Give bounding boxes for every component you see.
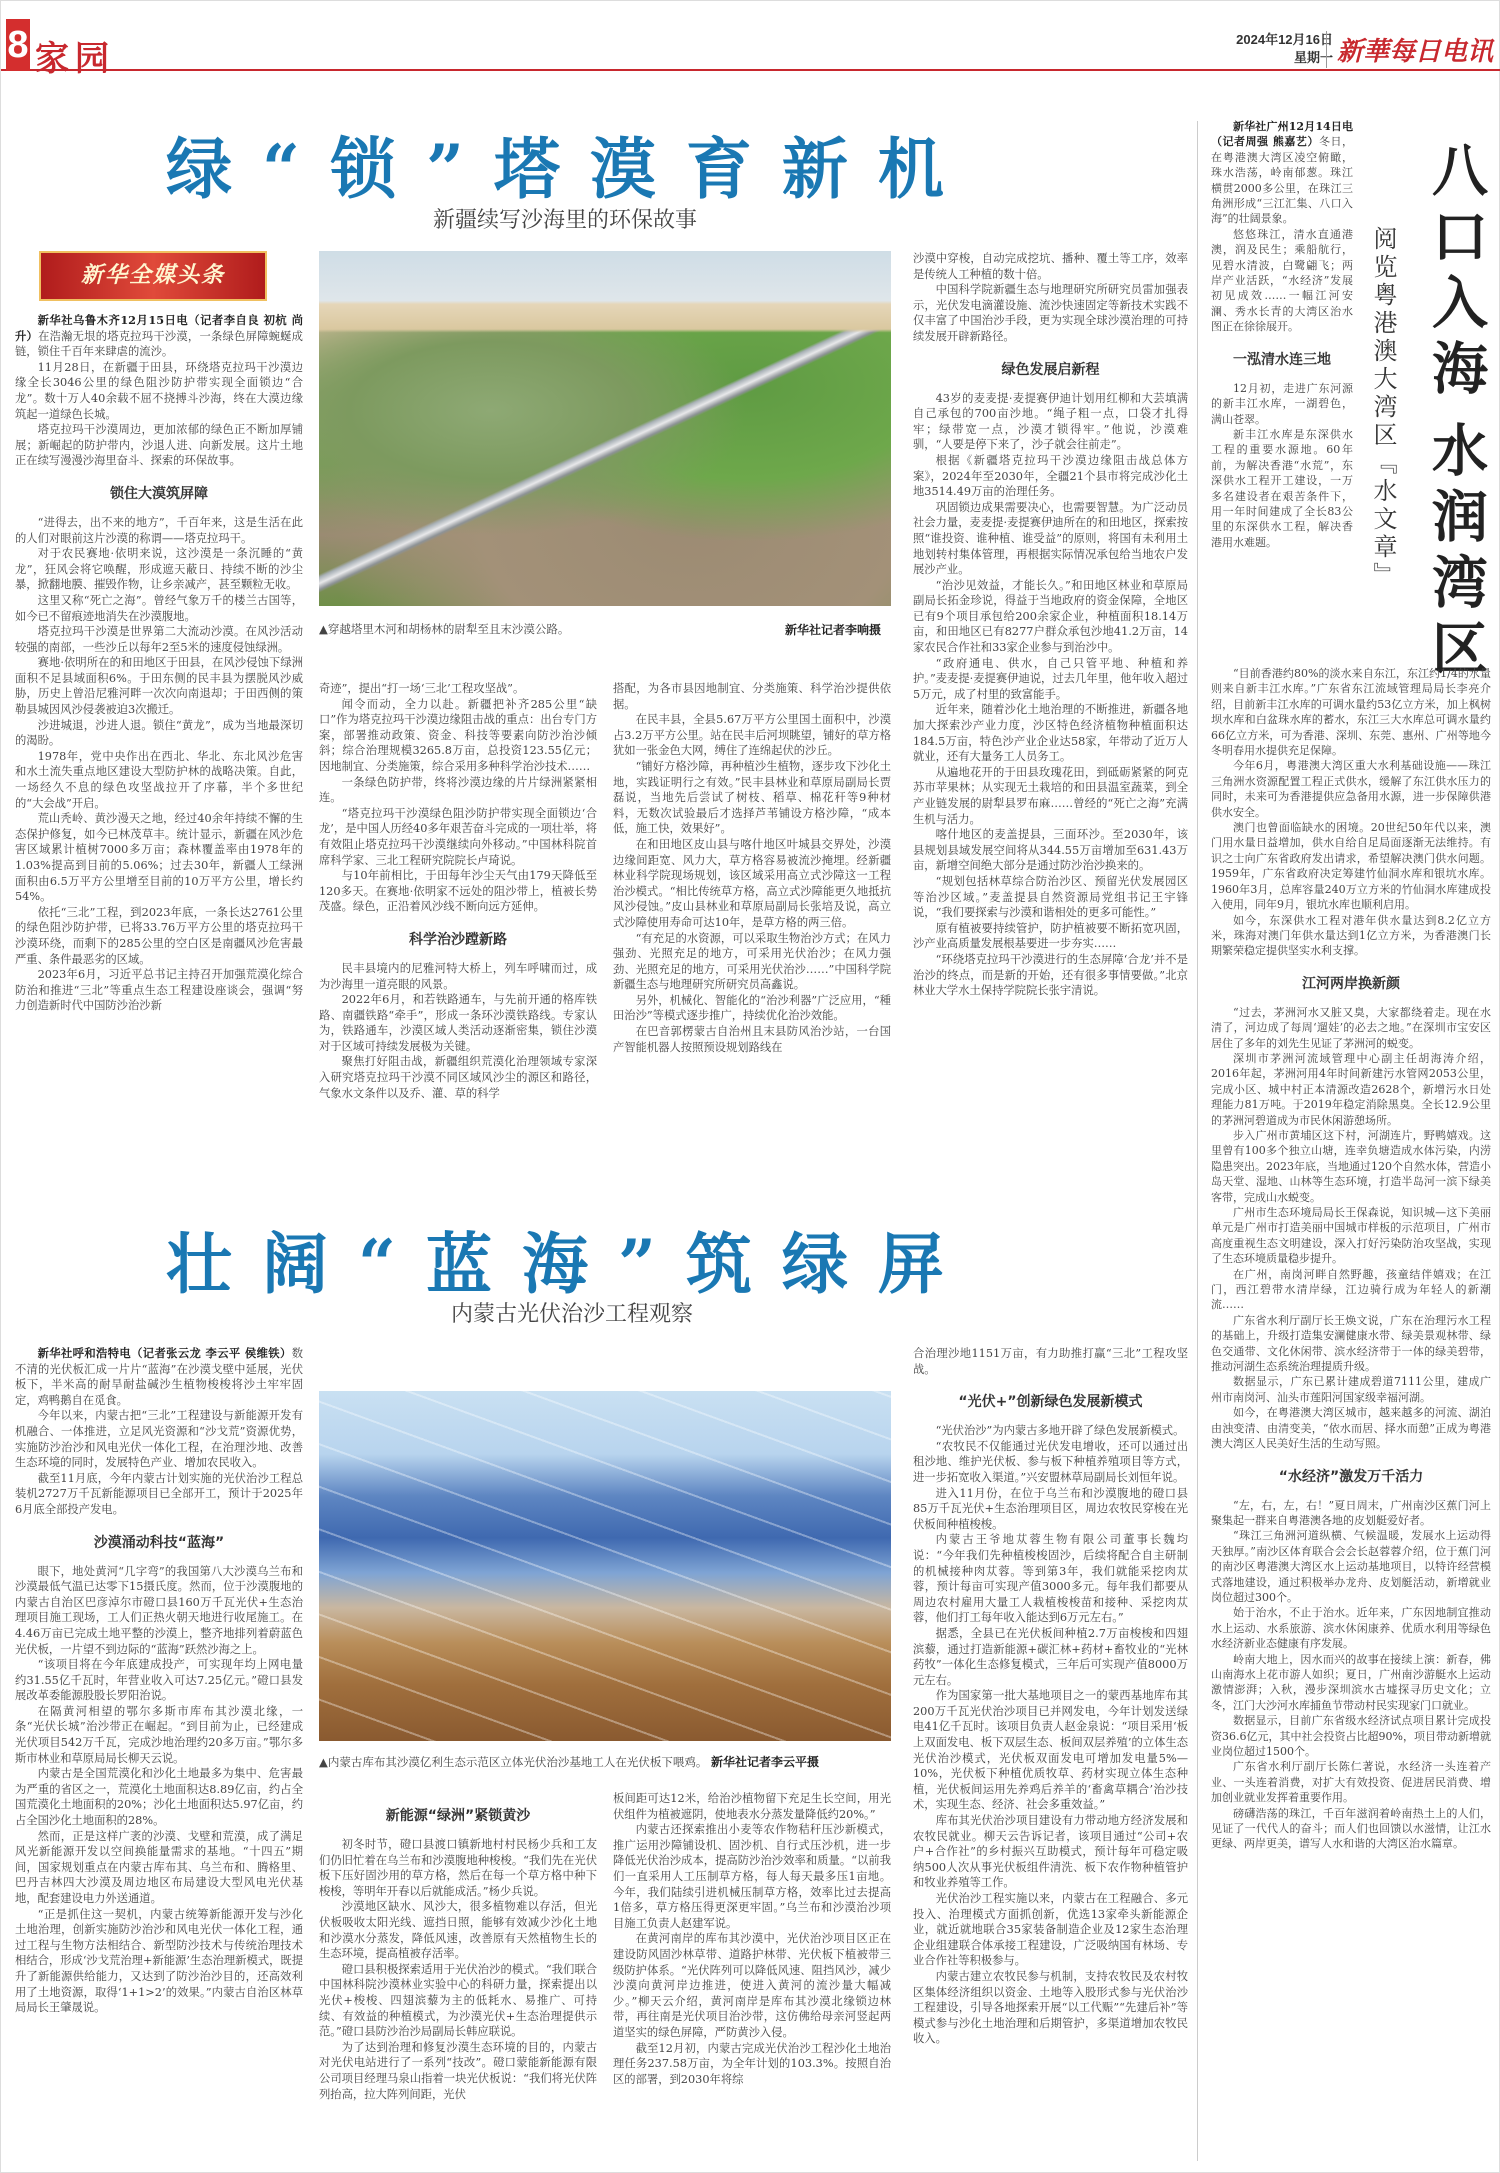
section-heading: “光伏+”创新绿色发展新模式 <box>958 1394 1143 1411</box>
photo-caption: ▲穿越塔里木河和胡杨林的尉犁至且末沙漠公路。 新华社记者李响摄 <box>319 622 881 637</box>
photo-credit: 新华社记者李云平摄 <box>711 1755 820 1769</box>
story1-column-3: 搭配，为各市县因地制宜、分类施策、科学治沙提供依据。 在民丰县，全县5.67万平方公里国土面积中，沙漠占3.2万平方公里。站在民丰后河坝眺望，铺好的草方格犹如一张金色大网，缚住了连绵起伏的沙丘。 “铺好方格沙障，再种植沙生植物，逐步攻下沙化土地，实践证明行之有效。”民丰县林业和草原局副局长贾磊说，当地先后尝试了树枝、稻草、棉花秆等9种材料，无数次试验最后才选择芦苇铺设方格沙障，“成本低，施工快，效果好”。 在和田地区皮山县与喀什地区叶城县交界处，沙漠边缘间距宽、风力大，草方格容易被流沙掩埋。经新疆林业科学院现场规划，该区域采用高立式沙障这一工程治沙模式。“相比传统草方格，高立式沙障能更久地抵抗风沙侵蚀。”皮山县林业和草原局副局长张培及说，高立式沙障使用寿命可达10年，是草方格的两三倍。 “有充足的水资源，可以采取生物治沙方式；在风力强劲、光照充足的地方，可采用光伏治沙；在风力强劲、光照充足的地方，可采用光伏治沙……”中国科学院新疆生态与地理研究所研究员高鑫说。 另外，机械化、智能化的“治沙利器”广泛应用，“種田治沙”等模式逐步推广，持续优化治沙效能。 在巴音郭楞蒙古自治州且末县防风治沙站，一台国产智能机器人按照预设规划路线在 <box>613 682 891 1054</box>
date: 2024年12月16日 <box>1236 32 1333 47</box>
story3-title-line2: 水润湾区 <box>1423 421 1489 685</box>
story1-column-4: 沙漠中穿梭，自动完成挖坑、播种、覆土等工序，效率是传统人工种植的数十倍。 中国科学院新疆生态与地理研究所研究员雷加强表示，光伏发电滴灌设施、流沙快速固定等新技术实践不仅丰富了中国治沙手段，更为实现全球沙漠治理的可持续发展开辟新路径。 绿色发展启新程 43岁的麦麦提·麦提赛伊迪计划用红柳和大芸填满自己承包的700亩沙地。“绳子粗一点，口袋才扎得牢；绿带宽一点，沙漠才锁得牢。”他说，沙漠难驯，“人要是停下来了，沙子就会往前走”。 根据《新疆塔克拉玛干沙漠边缘阻击战总体方案》，2024年至2030年，全疆21个县市将完成沙化土地3514.49万亩的治理任务。 巩固锁边成果需要决心，也需要智慧。为广泛动员社会力量，麦麦提·麦提赛伊迪所在的和田地区，探索按照“谁投资、谁种植、谁受益”的原则，将国有未利用土地划转村集体管理，再根据实际情况承包给当地农户发展沙产业。 “治沙见效益，才能长久。”和田地区林业和草原局副局长拓金珍说，得益于当地政府的资金保障，全地区已有9个项目承包给200余家企业，种植面积18.14万亩，和田地区已有8277户群众承包沙地41.2万亩，14家农民合作社和33家企业参与到治沙中。 “政府通电、供水，自己只管平地、种植和养护。”麦麦提·麦提赛伊迪说，过去几年里，他年收入超过5万元，成了村里的致富能手。 近年来，随着沙化土地治理的不断推进，新疆各地加大探索沙产业力度，沙区特色经济植物种植面积达184.5万亩，特色沙产业企业达58家，年带动了近万人就业，还有大量务工人员务工。 从遍地花开的于田县玫瑰花田，到砥砺紧紧的阿克苏市苹果林；从实现无土栽培的和田县温室蔬菜，到全产业链发展的尉犁县罗布麻……曾经的“死亡之海”充满生机与活力。 喀什地区的麦盖提县，三面环沙。至2030年，该县规划县域发展空间将从344.55万亩增加至631.43万亩，新增空间绝大部分是通过防沙治沙换来的。 “规划包括林草综合防治沙区、预留光伏发展园区等治沙区域。”麦盖提县自然资源局党组书记王宇锋说，“我们要探索与沙漠和谐相处的更多可能性。” 原有植被要持续管护，防护植被要不断拓宽巩固，沙产业高质量发展根基要进一步夯实…… “环绕塔克拉玛干沙漠进行的生态屏障‘合龙’并不是治沙的终点，而是新的开始，还有很多事情要做。”北京林业大学水土保持学院院长张宇清说。 <box>913 252 1188 998</box>
story2-column-4: 合治理沙地1151万亩，有力助推打赢“三北”工程攻坚战。 “光伏+”创新绿色发展新模式 “光伏治沙”为内蒙古多地开辟了绿色发展新模式。 “农牧民不仅能通过光伏发电增收，还可以通过出租沙地、维护光伏板、参与板下种植养殖项目等方式，进一步拓宽收入渠道。”兴安盟林草局副局长刘恒年说。 进入11月份，在位于乌兰布和沙漠腹地的磴口县85万千瓦光伏+生态治理项目区，周边农牧民穿梭在光伏板间种植梭梭。 内蒙古王爷地苁蓉生物有限公司董事长魏均说：“今年我们先种植梭梭固沙，后续将配合自主研制的机械接种肉苁蓉。等到第3年，我们就能采挖肉苁蓉，预计每亩可实现产值3000多元。每年我们都要从周边农村雇用大量工人栽植梭梭苗和接种、采挖肉苁蓉，他们打工每年收入能达到6万元左右。” 据悉，全县已在光伏板间种植2.7万亩梭梭和四翅滨藜，通过打造新能源+碳汇林+药材+畜牧业的“光林药牧”一体化生态修复模式，三年后可实现产值8000万元左右。 作为国家第一批大基地项目之一的蒙西基地库布其200万千瓦光伏治沙项目已并网发电，今年计划发送绿电41亿千瓦时。该项目负责人赵金泉说：“项目采用‘板上双面发电、板下双层生态、板间双层养殖’的立体生态光伏治沙模式，光伏板双面发电可增加发电量5%—10%，光伏板下种植优质牧草、药材实现立体生态种植，光伏板间运用先养鸡后养羊的‘畜禽草耦合’治沙技术，实现生态、经济、社会多重效益。” 库布其光伏治沙项目建设有力带动地方经济发展和农牧民就业。柳天云告诉记者，该项目通过“公司+农户+合作社”的乡村振兴互助模式，预计每年可稳定吸纳500人次从事光伏板组件清洗、板下农作物种植管护和牧业养殖等工作。 光伏治沙工程实施以来，内蒙古在工程融合、多元投入、治理模式方面抓创新，优选13家牵头新能源企业，就近就地联合35家装备制造企业及12家生态治理企业组建联合体承接工程建设，广泛吸纳国有林场、专业合作社等积极参与。 内蒙古建立农牧民参与机制，支持农牧民及农村牧区集体经济组织以资金、土地等入股形式参与光伏治沙工程建设，引导各地探索开展“以工代赈”“先建后补”等模式参与沙化土地治理和后期管护，多渠道增加农牧民收入。 <box>913 1347 1188 2046</box>
story3-subtitle: 阅览粤港澳大湾区『水文章』 <box>1369 226 1397 590</box>
section-heading: 一泓清水连三地 <box>1233 351 1331 368</box>
story1-headline: 绿“锁”塔漠育新机 <box>166 130 974 208</box>
xinhua-headline-banner: 新华全媒头条 <box>39 251 267 301</box>
dateline: 新华社广州12月14日电（记者周强 熊嘉艺） <box>1211 120 1353 149</box>
section-name: 家园 <box>35 39 115 79</box>
story1-subhead: 新疆续写沙海里的环保故事 <box>433 208 698 233</box>
dateline: 新华社呼和浩特电（记者张云龙 李云平 侯维铁） <box>37 1346 292 1360</box>
photo-caption: ▲内蒙古库布其沙漠亿利生态示范区立体光伏治沙基地工人在光伏板下喂鸡。 新华社记者李云平摄 <box>319 1755 820 1769</box>
story3-title-line1: 八口入海 <box>1423 141 1489 405</box>
section-heading: 新能源“绿洲”紧锁黄沙 <box>385 1808 531 1824</box>
story3-intro: 新华社广州12月14日电（记者周强 熊嘉艺）冬日，在粤港澳大湾区凌空俯瞰，珠水浩荡，岭南郁葱。珠江横贯2000多公里，在珠江三角洲形成“三江汇集、八口入海”的壮阔景象。 悠悠珠江，清水直通港澳，润及民生；乘船航行，见碧水清波，白鹭翩飞；两岸产业活跃，“水经济”发展初见成效……一幅江河安澜、秀水长青的大湾区治水图正在徐徐展开。 一泓清水连三地 12月初，走进广东河源的新丰江水库，一湖碧色，满山苍翠。 新丰江水库是东深供水工程的重要水源地。60年前，为解决香港“水荒”，东深供水工程开工建设，一万多名建设者在艰苦条件下，用一年时间建成了全长83公里的东深供水工程，解决香港用水难题。 <box>1211 120 1353 549</box>
story2-column-3: 板间距可达12米，给治沙植物留下充足生长空间，用光伏组件为植被遮阴，使地表水分蒸发量降低约20%。” 内蒙古还探索推出小麦等农作物秸秆压沙新模式，推广运用沙障铺设机、固沙机、自行式压沙机，进一步降低光伏治沙成本，提高防沙治沙效率和质量。“以前我们一直采用人工压制草方格，每人每天最多压1亩地。今年，我们陆续引进机械压制草方格，效率比过去提高1倍多，草方格压得更深更牢固。”乌兰布和沙漠治沙项目施工负责人赵建军说。 在黄河南岸的库布其沙漠中，光伏治沙项目区正在建设防风固沙林草带、道路护林带、光伏板下植被带三级防护体系。“光伏阵列可以降低风速、阻挡风沙，减少沙漠向黄河岸边推进，使进入黄河的流沙量大幅减少。”柳天云介绍，黄河南岸是库布其沙漠北缘锁边林带，再往南是光伏项目治沙带，这仿佛给母亲河竖起两道坚实的绿色屏障，严防黄沙入侵。 截至12月初，内蒙古完成光伏治沙工程沙化土地治理任务237.58万亩，为全年计划的103.3%。按照自治区的部署，到2030年将综 <box>613 1792 891 2086</box>
section-heading: 科学治沙蹚新路 <box>409 931 507 948</box>
section-heading: “水经济”激发万千活力 <box>1278 1468 1424 1485</box>
story1-column-1: 新华社乌鲁木齐12月15日电（记者李自良 初杭 尚升）在浩瀚无垠的塔克拉玛干沙漠，一条绿色屏障蜿蜒成链，锁住千百年来肆虐的流沙。 11月28日，在新疆于田县，环绕塔克拉玛干沙漠边缘全长3046公里的绿色阻沙防护带实现全面锁边“合龙”。数十万人40余载不屈不挠搏斗沙海，终在大漠边缘筑起一道绿色长城。 塔克拉玛干沙漠周边，更加浓郁的绿色正不断加厚铺展；新崛起的防护带内，沙退人进、向新发展。这片土地正在续写漫漫沙海里奋斗、探索的环保故事。 锁住大漠筑屏障 “进得去，出不来的地方”，千百年来，这是生活在此的人们对眼前这片沙漠的称谓——塔克拉玛干。 对于农民赛地·依明来说，这沙漠是一条沉睡的“黄龙”，狂风会将它唤醒，形成遮天蔽日、持续不断的沙尘暴，掀翻地膜、摧毁作物，让乡亲减产，甚至颗粒无收。 这里又称“死亡之海”。曾经气象万千的楼兰古国等，如今已不留痕迹地消失在沙漠腹地。 塔克拉玛干沙漠是世界第二大流动沙漠。在风沙活动较强的南部，一些沙丘以每年2至5米的速度侵蚀绿洲。 赛地·依明所在的和田地区于田县，在风沙侵蚀下绿洲面积不足县域面积6%。于田东侧的民丰县为摆脱风沙威胁，历史上曾沿尼雅河畔一次次向南退却；于田西侧的策勒县城因风沙侵袭被迫3次搬迁。 沙进城退，沙进人退。锁住“黄龙”，成为当地最深切的渴盼。 1978年，党中央作出在西北、华北、东北风沙危害和水土流失重点地区建设大型防护林的战略决策。自此，一场经久不息的绿色攻坚战拉开了序幕，半个多世纪的“大会战”开启。 荒山秃岭、黄沙漫天之地，经过40余年持续不懈的生态保护修复，如今已林茂草丰。统计显示，新疆在风沙危害区域累计植树7000多万亩；森林覆盖率由1978年的1.03%提高到目前的5.06%；过去30年，新疆人工绿洲面积由6.5万平方公里增至目前的10万平方公里，增长约54%。 依托“三北”工程，到2023年底，一条长达2761公里的绿色阻沙防护带，已将33.76万平方公里的塔克拉玛干沙漠环绕，而剩下的285公里的空白区是南疆风沙危害最严重、条件最恶劣的区域。 2023年6月，习近平总书记主持召开加强荒漠化综合防治和推进“三北”等重点生态工程建设座谈会，强调“努力创造新时代中国防沙治沙新 <box>15 313 303 1013</box>
photo-solar-panels-chickens <box>319 1391 891 1741</box>
story2-column-2: 新能源“绿洲”紧锁黄沙 初冬时节，磴口县渡口镇新地村村民杨少兵和工友们仍旧忙着在乌兰布和沙漠腹地种梭梭。“我们先在光伏板下压好固沙用的草方格，然后在每一个草方格中种下梭梭，等明年开春以后就能成活。”杨少兵说。 沙漠地区缺水、风沙大，很多植物难以存活，但光伏板吸收太阳光线、遮挡日照，能够有效减少沙化土地和沙漠水分蒸发，降低风速，改善原有天然植物生长的生态环境，提高植被存活率。 磴口县积极探索适用于光伏治沙的模式。“我们联合中国林科院沙漠林业实验中心的科研力量，探索提出以光伏+梭梭、四翅滨藜为主的低耗水、易推广、可持续、有效益的种植模式，为沙漠光伏+生态治理提供示范。”磴口县防沙治沙局副局长韩应联说。 为了达到治理和修复沙漠生态环境的目的，内蒙古对光伏电站进行了一系列“技改”。磴口蒙能新能源有限公司项目经理马泉山指着一块光伏板说：“我们将光伏阵列抬高，拉大阵列间距，光伏 <box>319 1801 597 2102</box>
photo-credit: 新华社记者李响摄 <box>784 623 881 637</box>
section-heading: 沙漠涌动科技“蓝海” <box>93 1534 225 1551</box>
column-divider <box>1197 121 1198 2161</box>
story1-column-2: 奇迹”，提出“打一场‘三北’工程攻坚战”。 闻令而动，全力以赴。新疆把补齐285公里“缺口”作为塔克拉玛干沙漠边缘阻击战的重点：出台专门方案，部署推动政策、资金、科技等要素向防沙治沙倾斜；综合治理规模3265.8万亩，总投资123.55亿元；因地制宜、分类施策，综合采用多种科学治沙技术…… 一条绿色防护带，终将沙漠边缘的片片绿洲紧紧相连。 “塔克拉玛干沙漠绿色阻沙防护带实现全面锁边‘合龙’，是中国人历经40多年艰苦奋斗完成的一项壮举，将有效阻止塔克拉玛干沙漠继续向外移动。”中国林科院首席科学家、三北工程研究院院长卢琦说。 与10年前相比，于田每年沙尘天气由179天降低至120多天。在赛地·依明家不远处的阻沙带上，植被长势茂盛。绿色，正沿着风沙线不断向远方延伸。 科学治沙蹚新路 民丰县境内的尼雅河特大桥上，列车呼啸而过，成为沙海里一道亮眼的风景。 2022年6月，和若铁路通车，与先前开通的格库铁路、南疆铁路“牵手”，形成一条环沙漠铁路线。专家认为，铁路通车，沙漠区域人类活动逐渐密集，锁住沙漠对于区域可持续发展极为关键。 聚焦打好阻击战，新疆组织荒漠化治理领域专家深入研究塔克拉玛干沙漠不同区域风沙尘的源区和路径，气象水文条件以及乔、灌、草的科学 <box>319 682 597 1100</box>
issue-date <box>1236 31 1333 67</box>
story3-body: “目前香港约80%的淡水来自东江，东江约1/4的水量则来自新丰江水库。”广东省东江流域管理局局长李亮介绍，目前新丰江水库的可调水量约53亿立方米，加上枫树坝水库和白盆珠水库的蓄水，东江三大水库总可调水量约66亿立方米，可为香港、深圳、东莞、惠州、广州等地今冬明春用水提供充足保障。 今年6月，粤港澳大湾区重大水利基础设施——珠江三角洲水资源配置工程正式供水，缓解了东江供水压力的同时，未来可为香港提供应急备用水源，进一步保障供港供水安全。 澳门也曾面临缺水的困境。20世纪50年代以来，澳门用水量日益增加，供水自给自足局面逐渐无法维持。有识之士向广东省政府发出请求，希望解决澳门供水问题。1959年，广东省政府决定筹建竹仙洞水库和银坑水库。1960年3月，总库容量240万立方米的竹仙洞水库建成投入使用，同年9月，银坑水库也顺利启用。 如今，东深供水工程对港年供水量达到8.2亿立方米，珠海对澳门年供水量达到1亿立方米，为香港澳门长期繁荣稳定提供坚实水利支撑。 江河两岸换新颜 “过去，茅洲河水又脏又臭，大家都绕着走。现在水清了，河边成了每周‘遛娃’的必去之地。”在深圳市宝安区居住了多年的刘先生见证了茅洲河的蜕变。 深圳市茅洲河流域管理中心副主任胡海涛介绍，2016年起，茅洲河用4年时间新建污水管网2053公里，完成小区、城中村正本清源改造2628个，新增污水日处理能力81万吨。于2019年稳定消除黑臭。全长12.9公里的茅洲河碧道成为市民休闲游憩场所。 步入广州市黄埔区这下村，河湖连片，野鸭嬉戏。这里曾有100多个独立山塘，连幸负塘造成水体污染，内涝隐患突出。2023年底，当地通过120个自然水体，营造小岛天堂、湿地、山林等生态环境，打造半岛河一滨下绿美客带，完成山水蜕变。 广州市生态环境局局长王保森说，知识城—这下美丽单元是广州市打造美丽中国城市样板的示范项目，广州市高度重视生态文明建设，深入打好污染防治攻坚战，实现了生态环境质量稳步提升。 在广州，南岗河畔自然野趣，孩童结伴嬉戏；在江门，西江碧带水清岸绿，江边骑行成为年轻人的新潮流…… 广东省水利厅副厅长王焕文说，广东在治理污水工程的基础上，升级打造集安澜健康水带、绿美景观林带、绿色交通带、文化休闲带、滨水经济带于一体的绿美碧带，推动河湖生态系统治理提质升级。 数据显示，广东已累计建成碧道7111公里，建成广州市南岗河、汕头市莲阳河国家级幸福河湖。 如今，在粤港澳大湾区城市，越来越多的河流、湖泊由浊变清、由清变美，“依水而居、择水而憩”正成为粤港澳大湾区人民美好生活的生动写照。 “水经济”激发万千活力 “左，右，左，右！”夏日周末，广州南沙区蕉门河上聚集起一群来自粤港澳各地的皮划艇爱好者。 “珠江三角洲河道纵横、气候温暖，发展水上运动得天独厚。”南沙区体育联合会会长赵蓉蓉介绍，位于蕉门河的南沙区粤港澳大湾区水上运动基地项目，以特许经营模式落地建设，通过积极举办龙舟、皮划艇活动，新增就业岗位超过300个。 始于治水，不止于治水。近年来，广东因地制宜推动水上运动、水系旅游、滨水休闲康养、优质水利用等绿色水经济新业态健康有序发展。 岭南大地上，因水而兴的故事在接续上演：新春，佛山南海水上花市游人如织；夏日，广州南沙游艇水上运动激情澎湃；入秋，漫步深圳滨水古墟探寻历史文化；立冬，江门大沙河水库捕鱼节带动村民实现家门口就业。 数据显示，目前广东省级水经济试点项目累计完成投资36.6亿元，其中社会投资占比超90%，项目带动新增就业岗位超过1500个。 广东省水利厅副厅长陈仁著说，水经济一头连着产业、一头连着消费，对扩大有效投资、促进居民消费、增加创业就业发挥着重要作用。 磅礴浩荡的珠江，千百年滋润着岭南热土上的人们，见证了一代代人的奋斗；而人们也回馈以水滋情，让江水更绿、两岸更美，谱写人水和谐的大湾区治水篇章。 <box>1211 667 1491 1851</box>
section-heading: 绿色发展启新程 <box>1001 361 1100 378</box>
newspaper-logo: 新華每日电讯 <box>1326 31 1493 68</box>
section-heading: 锁住大漠筑屏障 <box>110 485 208 502</box>
section-heading: 江河两岸换新颜 <box>1302 975 1400 992</box>
photo-desert-highway <box>319 251 891 606</box>
story2-column-1: 新华社呼和浩特电（记者张云龙 李云平 侯维铁）数不清的光伏板汇成一片片“蓝海”在沙漠戈壁中延展，光伏板下，半米高的耐旱耐盐碱沙生植物梭梭将沙土牢牢固定，鸡鸭鹅自在觅食。 今年以来，内蒙古把“三北”工程建设与新能源开发有机融合、一体推进，立足风光资源和“沙戈荒”资源优势，实施防沙治沙和风电光伏一体化工程，在治理沙地、改善生态环境的同时，发展特色产业、增加农民收入。 截至11月底，今年内蒙古计划实施的光伏治沙工程总装机2727万千瓦新能源项目已全部开工，预计于2025年6月底全部投产发电。 沙漠涌动科技“蓝海” 眼下，地处黄河“几字弯”的我国第八大沙漠乌兰布和沙漠最低气温已达零下15摄氏度。然而，位于沙漠腹地的内蒙古自治区巴彦淖尔市磴口县160万千瓦光伏+生态治理项目施工现场，工人们正热火朝天地进行收尾施工。在4.46万亩已完成土地平整的沙漠上，整齐地排列着蔚蓝色光伏板，一片望不到边际的“蓝海”跃然沙海之上。 “该项目将在今年底建成投产，可实现年均上网电量约31.55亿千瓦时，年营业收入可达7.25亿元。”磴口县发展改革委能源股股长罗阳治说。 在隔黄河相望的鄂尔多斯市库布其沙漠北缘，一条“光伏长城”治沙带正在崛起。“到目前为止，已经建成光伏项目542万千瓦，完成沙地治理约20多万亩。”鄂尔多斯市林业和草原局局长柳天云说。 内蒙古是全国荒漠化和沙化土地最多为集中、危害最为严重的省区之一，荒漠化土地面积达8.89亿亩，约占全国荒漠化土地面积的20%；沙化土地面积达5.97亿亩，约占全国沙化土地面积的28%。 然而，正是这样广袤的沙漠、戈壁和荒漠，成了满足风光新能源开发以空间换能量需求的基地。“十四五”期间，国家规划重点在内蒙古库布其、乌兰布和、腾格里、巴丹吉林四大沙漠及周边地区布局建设大型风电光伏基地，配套建设电力外送通道。 “正是抓住这一契机，内蒙古统筹新能源开发与沙化土地治理，创新实施防沙治沙和风电光伏一体化工程，通过工程与生物方法相结合、新型防沙技术与传统治理技术相结合，形成‘沙戈荒治理+新能源’生态治理新模式，既提升了新能源供给能力，又达到了防沙治沙目的，还高效利用了土地资源，取得‘1+1>2’的效果。”内蒙古自治区林草局局长王肇晟说。 <box>15 1346 303 2015</box>
page-number: 8 <box>6 19 30 71</box>
masthead <box>1 1 1500 79</box>
story2-subhead: 内蒙古光伏治沙工程观察 <box>451 1302 694 1327</box>
weekday: 星期一 <box>1293 50 1333 65</box>
dateline: 新华社乌鲁木齐12月15日电（记者李自良 初杭 尚升） <box>15 313 303 343</box>
story2-headline: 壮阔“蓝海”筑绿屏 <box>166 1225 974 1303</box>
